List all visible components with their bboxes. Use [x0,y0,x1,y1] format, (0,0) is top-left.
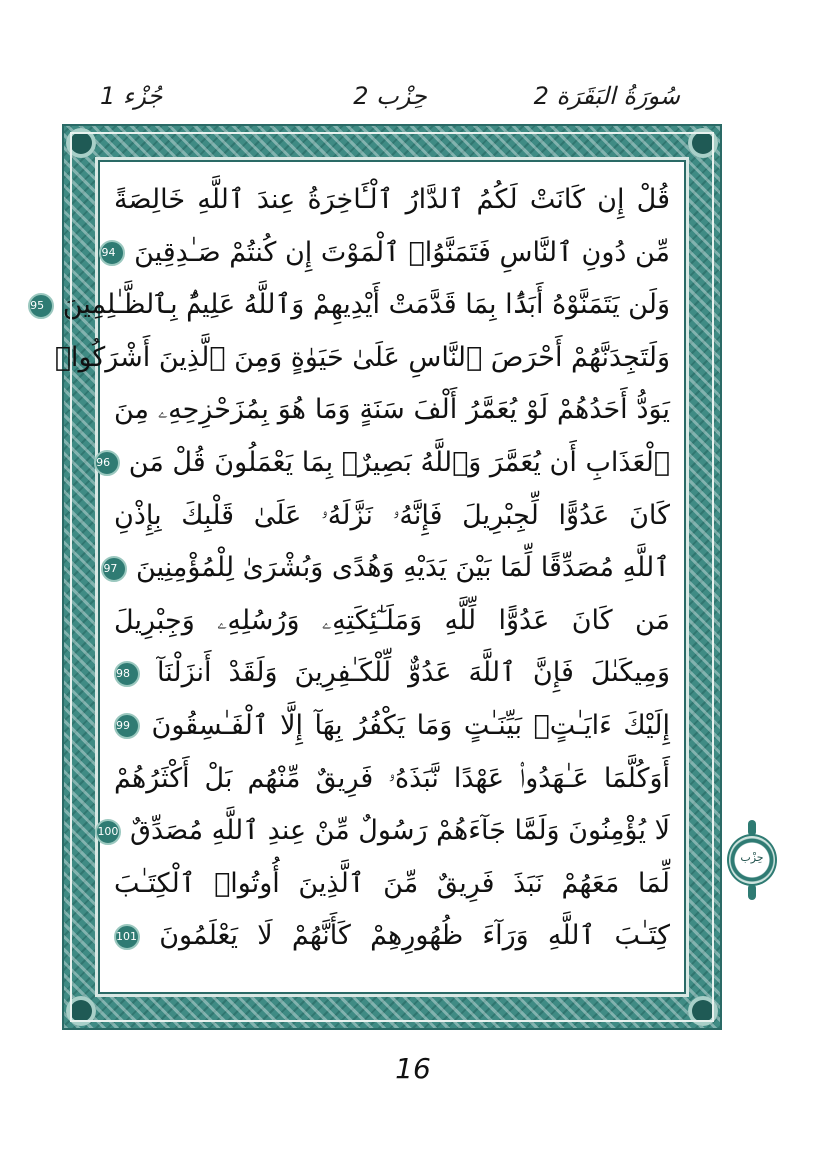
verse-text: إِلَيْكَ ءَايَـٰتٍۭ بَيِّنَـٰتٍ وَمَا يَكْفُرُ بِهَآ إِلَّا ٱلْفَـٰسِقُونَ [151,709,670,741]
verse-line [114,384,670,437]
juz-label: جُزْء 1 [100,82,163,110]
surah-label: 2 سُورَةُ البَقَرَة [533,82,680,110]
verse-line [97,805,670,858]
text-area [30,160,686,994]
verse-text: لِّمَا مَعَهُمْ نَبَذَ فَرِيقٌ مِّنَ ٱلَّذِينَ أُوتُوا۟ ٱلْكِتَـٰبَ [114,867,670,899]
verse-text: قُلْ إِن كَانَتْ لَكُمُ ٱلدَّارُ ٱلْـَٔاخِرَةُ عِندَ ٱللَّهِ خَالِصَةً [114,184,670,215]
verse-text: يَوَدُّ أَحَدُهُمْ لَوْ يُعَمَّرُ أَلْفَ سَنَةٍ وَمَا هُوَ بِمُزَحْزِحِهِۦ مِنَ [114,394,670,426]
verse-line [103,542,670,595]
ayah-number-marker: 97 [101,556,127,582]
page-header [100,82,680,116]
corner-ornament [688,996,718,1026]
verse-line [114,753,670,806]
ayah-number-marker: 100 [95,819,121,845]
verse-line [114,595,670,648]
corner-ornament [66,996,96,1026]
ayah-number-marker: 99 [114,713,140,739]
hizb-medallion [727,834,777,886]
verse-text: ٱلْعَذَابِ أَن يُعَمَّرَ وَٱللَّهُ بَصِيرٌۢ بِمَا يَعْمَلُونَ قُلْ مَن [128,446,670,478]
hizb-marker-label: حِزْب [740,851,764,864]
verse-line [114,174,670,227]
ayah-number-marker: 96 [94,450,120,476]
verse-line [114,647,670,700]
verse-text: كَانَ عَدُوًّا لِّجِبْرِيلَ فَإِنَّهُۥ نَزَّلَهُۥ عَلَىٰ قَلْبِكَ بِإِذْنِ [114,499,670,531]
verse-text: أَوَكُلَّمَا عَـٰهَدُوا۟ عَهْدًا نَّبَذَهُۥ فَرِيقٌ مِّنْهُم بَلْ أَكْثَرُهُمْ [114,762,670,794]
ayah-number-marker: 95 [28,293,54,319]
verse-text: مَن كَانَ عَدُوًّا لِّلَّهِ وَمَلَـٰٓئِكَتِهِۦ وَرُسُلِهِۦ وَجِبْرِيلَ [114,604,670,636]
verse-line [114,700,670,753]
verse-text: مِّن دُونِ ٱلنَّاسِ فَتَمَنَّوُا۟ ٱلْمَوْتَ إِن كُنتُمْ صَـٰدِقِينَ [134,236,670,268]
verse-text: كِتَـٰبَ ٱللَّهِ وَرَآءَ ظُهُورِهِمْ كَأَنَّهُمْ لَا يَعْلَمُونَ [159,920,670,952]
verse-text: وَلَن يَتَمَنَّوْهُ أَبَدًۢا بِمَا قَدَّمَتْ أَيْدِيهِمْ وَٱللَّهُ عَلِيمٌۢ بِٱلظَّـٰلِمِينَ [62,289,670,321]
corner-ornament [66,128,96,158]
verse-line [114,490,670,543]
verse-line [96,437,670,490]
hizb-marker-icon [724,820,780,900]
ayah-number-marker: 101 [114,924,140,950]
verse-text: وَلَتَجِدَنَّهُمْ أَحْرَصَ ٱلنَّاسِ عَلَىٰ حَيَوٰةٍ وَمِنَ ٱلَّذِينَ أَشْرَكُوا۟ [54,341,670,373]
verse-line [30,279,670,332]
verse-lines [30,162,684,992]
ayah-number-marker: 98 [114,661,140,687]
verse-line [54,332,670,385]
ornamental-border [30,124,722,1030]
corner-ornament [688,128,718,158]
verse-line [114,910,670,963]
verse-line [114,858,670,911]
ayah-number-marker: 94 [99,240,125,266]
hizb-label: حِزْب 2 [353,82,427,110]
verse-text: ٱللَّهِ مُصَدِّقًا لِّمَا بَيْنَ يَدَيْهِ وَهُدًى وَبُشْرَىٰ لِلْمُؤْمِنِينَ [136,552,670,584]
verse-line [101,227,670,280]
verse-text: لَا يُؤْمِنُونَ وَلَمَّا جَآءَهُمْ رَسُولٌ مِّنْ عِندِ ٱللَّهِ مُصَدِّقٌ [130,815,670,847]
verse-text: وَمِيكَىٰلَ فَإِنَّ ٱللَّهَ عَدُوٌّ لِّلْكَـٰفِرِينَ وَلَقَدْ أَنزَلْنَآ [156,657,670,689]
page-number: 16 [395,1052,431,1085]
